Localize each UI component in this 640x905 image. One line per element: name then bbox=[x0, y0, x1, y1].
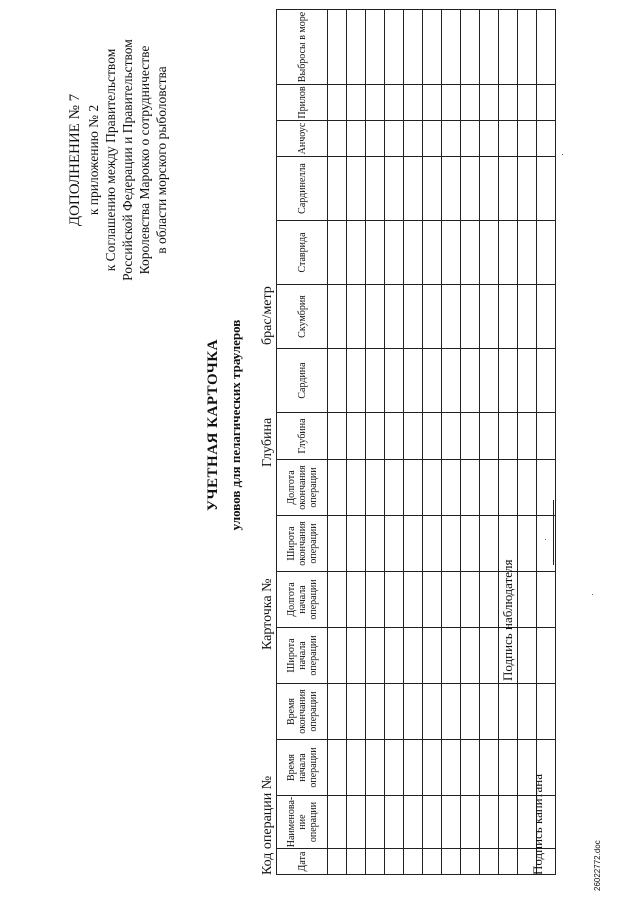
table-cell[interactable] bbox=[423, 10, 442, 85]
table-cell[interactable] bbox=[366, 413, 385, 460]
table-cell[interactable] bbox=[442, 349, 461, 413]
table-cell[interactable] bbox=[518, 121, 537, 157]
table-cell[interactable] bbox=[347, 796, 366, 849]
table-cell[interactable] bbox=[461, 413, 480, 460]
table-cell[interactable] bbox=[385, 10, 404, 85]
table-cell[interactable] bbox=[366, 572, 385, 628]
table-cell[interactable] bbox=[328, 85, 347, 121]
table-cell[interactable] bbox=[347, 849, 366, 875]
table-cell[interactable] bbox=[518, 413, 537, 460]
table-cell[interactable] bbox=[347, 460, 366, 516]
table-cell[interactable] bbox=[385, 684, 404, 740]
table-cell[interactable] bbox=[404, 121, 423, 157]
table-cell[interactable] bbox=[423, 796, 442, 849]
table-cell[interactable] bbox=[347, 740, 366, 796]
table-cell[interactable] bbox=[442, 684, 461, 740]
table-cell[interactable] bbox=[480, 121, 499, 157]
table-cell[interactable] bbox=[499, 85, 518, 121]
column-header: Прилов bbox=[277, 85, 328, 121]
table-cell[interactable] bbox=[537, 684, 556, 740]
table-cell[interactable] bbox=[537, 413, 556, 460]
table-cell[interactable] bbox=[461, 121, 480, 157]
table-cell[interactable] bbox=[499, 796, 518, 849]
table-cell[interactable] bbox=[385, 572, 404, 628]
table-cell[interactable] bbox=[328, 285, 347, 349]
table-cell[interactable] bbox=[461, 796, 480, 849]
table-cell[interactable] bbox=[461, 740, 480, 796]
table-cell[interactable] bbox=[480, 10, 499, 85]
table-cell[interactable] bbox=[461, 285, 480, 349]
table-cell[interactable] bbox=[328, 349, 347, 413]
table-cell[interactable] bbox=[480, 628, 499, 684]
table-cell[interactable] bbox=[328, 413, 347, 460]
table-cell[interactable] bbox=[423, 460, 442, 516]
table-cell[interactable] bbox=[366, 460, 385, 516]
table-cell[interactable] bbox=[366, 849, 385, 875]
table-row bbox=[423, 10, 442, 875]
table-cell[interactable] bbox=[366, 85, 385, 121]
table-cell[interactable] bbox=[404, 572, 423, 628]
table-cell[interactable] bbox=[461, 349, 480, 413]
table-row bbox=[518, 10, 537, 875]
table-cell[interactable] bbox=[404, 684, 423, 740]
table-cell[interactable] bbox=[423, 157, 442, 221]
table-cell[interactable] bbox=[404, 516, 423, 572]
column-header: Широта окончания операции bbox=[277, 516, 328, 572]
appendix-line-1: ДОПОЛНЕНИЕ № 7 bbox=[67, 93, 83, 227]
operation-code-label: Код операции № bbox=[260, 775, 275, 875]
table-cell[interactable] bbox=[480, 85, 499, 121]
table-cell[interactable] bbox=[461, 85, 480, 121]
table-cell[interactable] bbox=[537, 157, 556, 221]
table-cell[interactable] bbox=[385, 740, 404, 796]
table-cell[interactable] bbox=[518, 628, 537, 684]
table-cell[interactable] bbox=[404, 157, 423, 221]
table-cell[interactable] bbox=[537, 85, 556, 121]
table-cell[interactable] bbox=[366, 796, 385, 849]
table-cell[interactable] bbox=[461, 628, 480, 684]
table-cell[interactable] bbox=[328, 460, 347, 516]
table-cell[interactable] bbox=[385, 157, 404, 221]
table-cell[interactable] bbox=[442, 413, 461, 460]
table-cell[interactable] bbox=[537, 349, 556, 413]
table-cell[interactable] bbox=[499, 157, 518, 221]
document-id: 26022772.doc bbox=[593, 840, 602, 891]
table-cell[interactable] bbox=[404, 413, 423, 460]
table-cell[interactable] bbox=[480, 740, 499, 796]
table-cell[interactable] bbox=[385, 85, 404, 121]
table-cell[interactable] bbox=[423, 849, 442, 875]
table-cell[interactable] bbox=[480, 413, 499, 460]
table-cell[interactable] bbox=[404, 221, 423, 285]
table-cell[interactable] bbox=[442, 10, 461, 85]
table-cell[interactable] bbox=[328, 796, 347, 849]
column-header: Дата bbox=[277, 849, 328, 875]
table-cell[interactable] bbox=[442, 796, 461, 849]
table-row bbox=[385, 10, 404, 875]
appendix-header bbox=[66, 10, 170, 310]
table-cell[interactable] bbox=[423, 684, 442, 740]
table-cell[interactable] bbox=[404, 628, 423, 684]
table-cell[interactable] bbox=[423, 413, 442, 460]
table-cell[interactable] bbox=[328, 740, 347, 796]
page-subtitle: уловов для пелагических траулеров bbox=[228, 319, 243, 531]
table-cell[interactable] bbox=[385, 121, 404, 157]
table-cell[interactable] bbox=[480, 460, 499, 516]
appendix-line-3: к Соглашению между Правительством bbox=[103, 48, 118, 272]
table-cell[interactable] bbox=[537, 221, 556, 285]
table-cell[interactable] bbox=[347, 516, 366, 572]
table-cell[interactable] bbox=[499, 10, 518, 85]
table-cell[interactable] bbox=[385, 349, 404, 413]
table-cell[interactable] bbox=[328, 157, 347, 221]
table-cell[interactable] bbox=[537, 121, 556, 157]
card-number-label: Карточка № bbox=[260, 578, 275, 650]
column-header: Анчоус bbox=[277, 121, 328, 157]
catch-table bbox=[276, 9, 556, 875]
table-cell[interactable] bbox=[366, 285, 385, 349]
table-cell[interactable] bbox=[366, 684, 385, 740]
table-cell[interactable] bbox=[366, 221, 385, 285]
table-cell[interactable] bbox=[518, 221, 537, 285]
table-cell[interactable] bbox=[480, 285, 499, 349]
table-cell[interactable] bbox=[480, 221, 499, 285]
table-cell[interactable] bbox=[499, 740, 518, 796]
table-cell[interactable] bbox=[499, 121, 518, 157]
table-cell[interactable] bbox=[537, 572, 556, 628]
table-cell[interactable] bbox=[442, 572, 461, 628]
depth-unit-label: брас/метр bbox=[260, 286, 275, 345]
table-cell[interactable] bbox=[518, 516, 537, 572]
table-cell[interactable] bbox=[385, 849, 404, 875]
table-cell[interactable] bbox=[518, 10, 537, 85]
table-cell[interactable] bbox=[480, 572, 499, 628]
table-cell[interactable] bbox=[499, 460, 518, 516]
table-cell[interactable] bbox=[385, 413, 404, 460]
table-cell[interactable] bbox=[328, 121, 347, 157]
table-cell[interactable] bbox=[385, 796, 404, 849]
column-header: Сардинелла bbox=[277, 157, 328, 221]
table-cell[interactable] bbox=[480, 516, 499, 572]
table-cell[interactable] bbox=[461, 849, 480, 875]
table-header-row bbox=[277, 10, 328, 875]
table-cell[interactable] bbox=[518, 349, 537, 413]
table-cell[interactable] bbox=[404, 849, 423, 875]
table-cell[interactable] bbox=[366, 121, 385, 157]
table-body bbox=[328, 10, 556, 875]
table-cell[interactable] bbox=[385, 628, 404, 684]
table-cell[interactable] bbox=[423, 740, 442, 796]
table-cell[interactable] bbox=[461, 10, 480, 85]
table-cell[interactable] bbox=[442, 221, 461, 285]
table-cell[interactable] bbox=[442, 121, 461, 157]
table-cell[interactable] bbox=[461, 221, 480, 285]
table-cell[interactable] bbox=[442, 157, 461, 221]
appendix-line-6: в области морского рыболовства bbox=[154, 66, 169, 254]
table-row bbox=[328, 10, 347, 875]
table-cell[interactable] bbox=[366, 516, 385, 572]
table-cell[interactable] bbox=[404, 796, 423, 849]
appendix-line-2: к приложению № 2 bbox=[86, 104, 101, 216]
column-header: Глубина bbox=[277, 413, 328, 460]
table-cell[interactable] bbox=[404, 460, 423, 516]
column-header: Долгота окончания операции bbox=[277, 460, 328, 516]
table-row bbox=[480, 10, 499, 875]
table-cell[interactable] bbox=[442, 460, 461, 516]
appendix-line-4: Российской Федерации и Правительством bbox=[120, 39, 135, 281]
table-cell[interactable] bbox=[461, 516, 480, 572]
table-cell[interactable] bbox=[423, 285, 442, 349]
table-cell[interactable] bbox=[366, 349, 385, 413]
table-cell[interactable] bbox=[537, 285, 556, 349]
table-cell[interactable] bbox=[423, 516, 442, 572]
table-cell[interactable] bbox=[461, 572, 480, 628]
table-cell[interactable] bbox=[385, 460, 404, 516]
table-cell[interactable] bbox=[328, 849, 347, 875]
observer-signature-label: Подпись наблюдателя bbox=[500, 559, 515, 681]
table-cell[interactable] bbox=[461, 460, 480, 516]
table-cell[interactable] bbox=[347, 285, 366, 349]
table-cell[interactable] bbox=[347, 628, 366, 684]
table-cell[interactable] bbox=[328, 221, 347, 285]
table-cell[interactable] bbox=[499, 285, 518, 349]
table-cell[interactable] bbox=[423, 221, 442, 285]
column-header: Скумбрия bbox=[277, 285, 328, 349]
table-row bbox=[404, 10, 423, 875]
table-cell[interactable] bbox=[347, 572, 366, 628]
column-header: Долгота начала операции bbox=[277, 572, 328, 628]
depth-label: Глубина bbox=[260, 417, 275, 467]
table-row bbox=[537, 10, 556, 875]
table-cell[interactable] bbox=[480, 849, 499, 875]
table-cell[interactable] bbox=[537, 628, 556, 684]
column-header: Выбросы в море bbox=[277, 10, 328, 85]
page-title: УЧЕТНАЯ КАРТОЧКА bbox=[205, 339, 221, 511]
table-cell[interactable] bbox=[423, 349, 442, 413]
column-header: Широта начала операции bbox=[277, 628, 328, 684]
table-cell[interactable] bbox=[347, 413, 366, 460]
table-cell[interactable] bbox=[480, 157, 499, 221]
table-cell[interactable] bbox=[404, 349, 423, 413]
table-cell[interactable] bbox=[404, 740, 423, 796]
table-cell[interactable] bbox=[499, 349, 518, 413]
table-cell[interactable] bbox=[328, 10, 347, 85]
table-row bbox=[499, 10, 518, 875]
table-cell[interactable] bbox=[499, 221, 518, 285]
table-cell[interactable] bbox=[347, 221, 366, 285]
table-cell[interactable] bbox=[366, 10, 385, 85]
table-cell[interactable] bbox=[442, 285, 461, 349]
table-cell[interactable] bbox=[347, 85, 366, 121]
table-cell[interactable] bbox=[347, 684, 366, 740]
table-cell[interactable] bbox=[442, 740, 461, 796]
observer-signature-line bbox=[553, 500, 554, 565]
table-cell[interactable] bbox=[404, 285, 423, 349]
table-cell[interactable] bbox=[518, 460, 537, 516]
table-cell[interactable] bbox=[518, 85, 537, 121]
table-cell[interactable] bbox=[518, 572, 537, 628]
table-cell[interactable] bbox=[366, 628, 385, 684]
column-header: Наименова-ние операции bbox=[277, 796, 328, 849]
table-cell[interactable] bbox=[480, 796, 499, 849]
table-cell[interactable] bbox=[347, 10, 366, 85]
table-cell[interactable] bbox=[480, 349, 499, 413]
table-cell[interactable] bbox=[518, 285, 537, 349]
table-cell[interactable] bbox=[328, 572, 347, 628]
table-cell[interactable] bbox=[328, 684, 347, 740]
table-cell[interactable] bbox=[366, 740, 385, 796]
table-cell[interactable] bbox=[366, 157, 385, 221]
table-cell[interactable] bbox=[423, 121, 442, 157]
table-cell[interactable] bbox=[328, 516, 347, 572]
table-cell[interactable] bbox=[347, 157, 366, 221]
table-row bbox=[347, 10, 366, 875]
table-cell[interactable] bbox=[385, 285, 404, 349]
captain-signature-label: Подпись капитана bbox=[530, 774, 545, 875]
table-cell[interactable] bbox=[499, 684, 518, 740]
table-cell[interactable] bbox=[423, 572, 442, 628]
table-cell[interactable] bbox=[423, 628, 442, 684]
table-cell[interactable] bbox=[499, 413, 518, 460]
table-row bbox=[442, 10, 461, 875]
table-cell[interactable] bbox=[518, 684, 537, 740]
table-cell[interactable] bbox=[385, 516, 404, 572]
table-cell[interactable] bbox=[347, 349, 366, 413]
table-cell[interactable] bbox=[404, 10, 423, 85]
table-row bbox=[366, 10, 385, 875]
table-cell[interactable] bbox=[385, 221, 404, 285]
table-cell[interactable] bbox=[442, 85, 461, 121]
column-header: Время окончания операции bbox=[277, 684, 328, 740]
table-cell[interactable] bbox=[442, 849, 461, 875]
table-cell[interactable] bbox=[442, 628, 461, 684]
table-cell[interactable] bbox=[537, 10, 556, 85]
column-header: Время начала операции bbox=[277, 740, 328, 796]
table-cell[interactable] bbox=[347, 121, 366, 157]
column-header: Сардина bbox=[277, 349, 328, 413]
table-cell[interactable] bbox=[423, 85, 442, 121]
table-cell[interactable] bbox=[480, 684, 499, 740]
table-row bbox=[461, 10, 480, 875]
table-cell[interactable] bbox=[461, 684, 480, 740]
table-cell[interactable] bbox=[518, 157, 537, 221]
table-cell[interactable] bbox=[499, 849, 518, 875]
table-cell[interactable] bbox=[442, 516, 461, 572]
appendix-line-5: Королевства Марокко о сотрудничестве bbox=[137, 45, 152, 275]
table-cell[interactable] bbox=[461, 157, 480, 221]
table-cell[interactable] bbox=[328, 628, 347, 684]
table-cell[interactable] bbox=[404, 85, 423, 121]
column-header: Ставрида bbox=[277, 221, 328, 285]
